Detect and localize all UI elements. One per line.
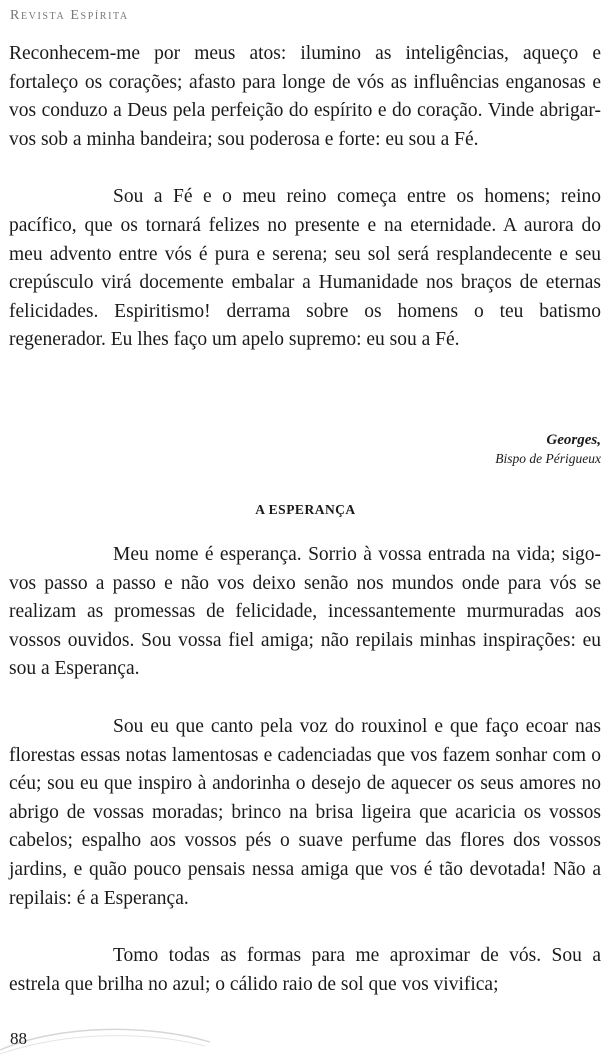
paragraph-4: Sou eu que canto pela voz do rouxinol e que faço ecoar nas florestas essas notas lamentosas e cadenciadas que vos fazem sonhar com o céu; sou eu que inspiro à andorinha o desejo de aquecer os seus amores no abrigo de vossas moradas; brinco na brisa ligeira que acaricia os vossos cabelos; espalho aos vossos pés o suave perfume das flores dos vossos jardins, e quão pouco pensais nessa amiga que vos é tão devotada! Não a repilais: é a Esperança. bbox=[9, 715, 601, 909]
text-block-faith bbox=[9, 40, 601, 355]
signature-name: Georges, bbox=[546, 432, 601, 448]
page-number: 88 bbox=[10, 1029, 27, 1048]
running-header: Revista Espírita bbox=[10, 8, 129, 23]
signature-title: Bispo de Périgueux bbox=[495, 451, 601, 466]
footer-swoosh-ornament bbox=[0, 1020, 220, 1060]
paragraph-2: Sou a Fé e o meu reino começa entre os homens; reino pacífico, que os tornará felizes no presente e na eternidade. A aurora do meu advento entre vós é pura e serena; seu sol será resplandecente e seu crepúsculo virá docemente embalar a Humanidade nos braços de eternas felicidades. Espiritismo! derrama sobre os homens o teu batismo regenerador. Eu lhes faço um apelo supremo: eu sou a Fé. bbox=[9, 186, 601, 351]
paragraph-5: Tomo todas as formas para me aproximar de vós. Sou a estrela que brilha no azul; o cálido raio de sol que vos vivifica; bbox=[9, 945, 601, 995]
section-heading: A ESPERANÇA bbox=[255, 502, 356, 517]
text-block-hope bbox=[9, 541, 601, 999]
signature bbox=[495, 430, 601, 468]
paragraph-3: Meu nome é esperança. Sorrio à vossa entrada na vida; sigo-vos passo a passo e não vos deixo senão nos mundos onde para vós se realizam as promessas de felicidade, incessantemente murmuradas aos vossos ouvidos. Sou vossa fiel amiga; não repilais minhas inspirações: eu sou a Esperança. bbox=[9, 544, 601, 680]
paragraph-1: Reconhecem-me por meus atos: ilumino as inteligências, aqueço e fortaleço os corações; afasto para longe de vós as influências enganosas e vos conduzo a Deus pela perfeição do espírito e do coração. Vinde abrigar-vos sob a minha bandeira; sou poderosa e forte: eu sou a Fé. bbox=[9, 43, 601, 150]
